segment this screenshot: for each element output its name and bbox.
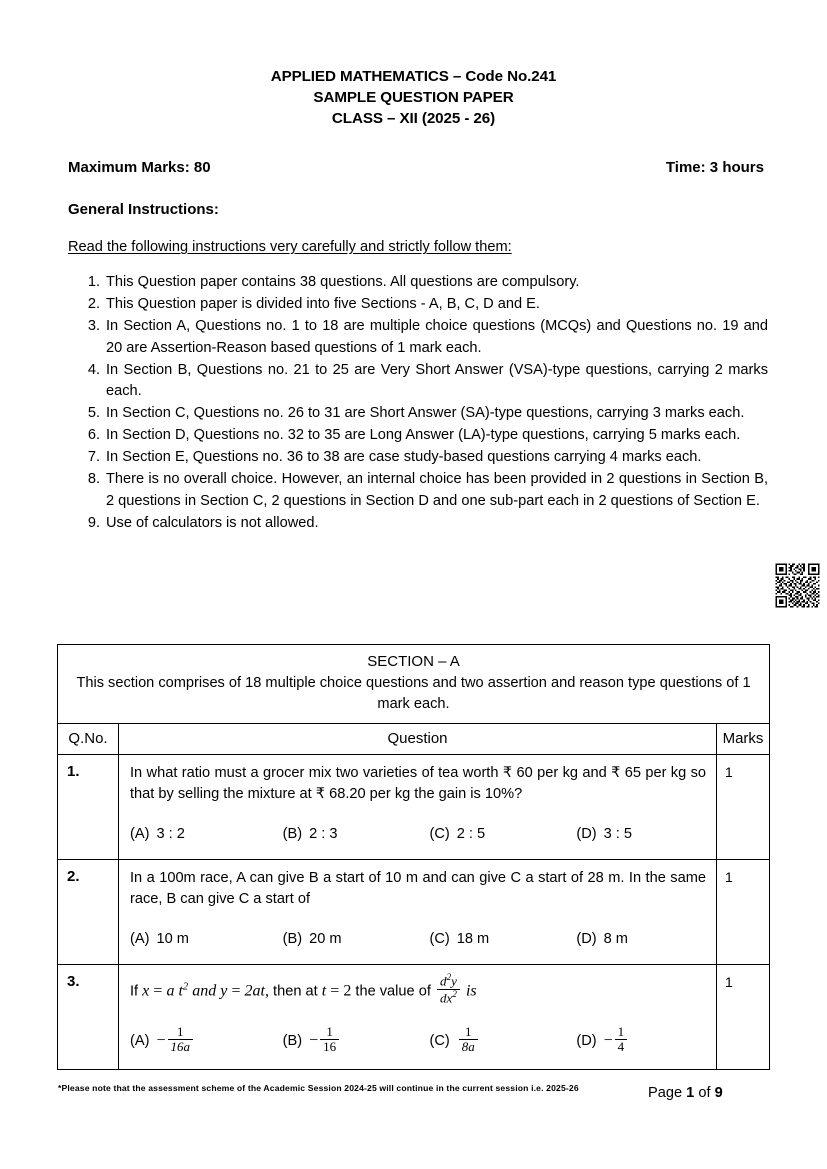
question-marks: 1 — [717, 755, 770, 860]
option-b-label: (B) — [282, 826, 303, 842]
table-row — [58, 965, 770, 1070]
instruction-number: 3. — [87, 318, 100, 334]
option-c[interactable] — [430, 1025, 577, 1055]
qr-code-icon — [774, 562, 821, 609]
instruction-number: 2. — [87, 296, 100, 312]
option-a-denominator: 16a — [168, 1039, 194, 1055]
stem-part-2: then at — [273, 983, 318, 1000]
instruction-text: This Question paper contains 38 questions. All questions are compulsory. — [106, 274, 580, 290]
equals-1: = — [153, 982, 163, 1000]
general-instructions-heading: General Instructions: — [68, 201, 219, 218]
variable-x: x — [142, 982, 150, 1000]
option-d-value: 8 m — [603, 931, 628, 947]
option-b[interactable] — [283, 929, 430, 950]
option-b-label: (B) — [282, 931, 303, 947]
option-c-label: (C) — [429, 1032, 450, 1049]
option-a-sign: − — [156, 1031, 166, 1049]
option-c-fraction — [459, 1025, 478, 1055]
read-instructions-line: Read the following instructions very carefully and strictly follow them: — [68, 239, 512, 255]
option-a[interactable] — [130, 1025, 283, 1055]
option-c-value: 18 m — [456, 931, 490, 947]
instruction-item — [68, 425, 768, 447]
instruction-number: 6. — [87, 427, 100, 443]
expr-2at: 2at, — [244, 982, 269, 1000]
question-body — [119, 860, 717, 965]
options-row — [130, 1025, 706, 1055]
instruction-number: 4. — [87, 361, 100, 378]
column-header-marks: Marks — [717, 724, 770, 755]
page-number — [648, 1085, 723, 1101]
option-d-sign: − — [603, 1031, 613, 1049]
instruction-item — [68, 447, 768, 469]
question-number: 2. — [58, 860, 119, 965]
option-d[interactable] — [576, 929, 720, 950]
option-c-label: (C) — [429, 826, 450, 842]
instructions-list — [68, 272, 768, 535]
expr-at: a t — [166, 982, 183, 1000]
question-marks: 1 — [717, 965, 770, 1070]
option-b-fraction — [320, 1025, 339, 1055]
option-a-numerator: 1 — [177, 1023, 184, 1039]
instruction-text: In Section A, Questions no. 1 to 18 are multiple choice questions (MCQs) and Questions no. 19 and 20 are Assertion-Reason based questions of 1 mark each. — [106, 318, 768, 356]
option-d[interactable] — [576, 1025, 720, 1055]
time-allowed: Time: 3 hours — [665, 159, 764, 176]
question-stem: In a 100m race, A can give B a start of 10 m and can give C a start of 28 m. In the same race, B can give C a start of — [130, 870, 706, 907]
table-row — [58, 755, 770, 860]
variable-t: t — [321, 982, 327, 1000]
section-description: This section comprises of 18 multiple choice questions and two assertion and reason type questions of 1 mark each. — [76, 675, 751, 712]
instruction-text: This Question paper is divided into five Sections - A, B, C, D and E. — [106, 296, 540, 312]
question-stem-math — [130, 973, 706, 1006]
instruction-item — [68, 469, 768, 512]
title-line-1: APPLIED MATHEMATICS – Code No.241 — [270, 68, 557, 85]
option-a-label: (A) — [130, 1032, 150, 1049]
option-a-fraction — [168, 1025, 194, 1055]
option-a[interactable] — [130, 929, 283, 950]
column-header-qno: Q.No. — [58, 724, 119, 755]
option-d-numerator: 1 — [617, 1023, 625, 1039]
instruction-item — [68, 360, 768, 403]
title-line-3: CLASS – XII (2025 - 26) — [331, 110, 496, 127]
denominator-dx: dx — [439, 990, 453, 1006]
option-a-label: (A) — [130, 931, 150, 947]
stem-part-1: If — [130, 983, 139, 1000]
instruction-text: In Section C, Questions no. 26 to 31 are Short Answer (SA)-type questions, carrying 3 marks each. — [106, 405, 745, 421]
question-body — [119, 755, 717, 860]
fraction-numerator — [437, 973, 460, 989]
second-derivative-fraction — [437, 973, 460, 1006]
column-header-question: Question — [119, 724, 717, 755]
equals-2: = — [231, 982, 241, 1000]
section-a-table — [57, 644, 770, 1070]
instruction-text: Use of calculators is not allowed. — [106, 514, 319, 531]
variable-y: y — [220, 982, 228, 1000]
marks-time-row — [68, 159, 764, 176]
value-two: 2 — [343, 982, 352, 1000]
option-d-denominator: 4 — [615, 1039, 628, 1055]
option-c-numerator: 1 — [465, 1023, 472, 1039]
option-b-denominator: 16 — [320, 1039, 339, 1055]
instruction-number: 7. — [87, 449, 100, 465]
option-d-label: (D) — [576, 1032, 597, 1049]
section-banner — [58, 645, 770, 724]
option-a-value: 3 : 2 — [156, 826, 185, 842]
instruction-item — [68, 513, 768, 535]
page-title — [0, 66, 827, 129]
instruction-item — [68, 403, 768, 425]
question-number: 3. — [58, 965, 119, 1070]
instruction-item — [68, 316, 768, 359]
option-d-label: (D) — [576, 826, 597, 842]
instruction-item — [68, 272, 768, 294]
section-name: SECTION – A — [367, 653, 460, 670]
fraction-denominator — [437, 989, 460, 1006]
page-middle: of — [698, 1085, 711, 1101]
numerator-y: y — [451, 973, 457, 989]
instruction-number: 5. — [87, 405, 100, 421]
option-a-label: (A) — [130, 826, 150, 842]
question-number: 1. — [58, 755, 119, 860]
question-body — [119, 965, 717, 1070]
instruction-text: In Section B, Questions no. 21 to 25 are Very Short Answer (VSA)-type questions, carrying 2 marks each. — [106, 361, 768, 399]
footnote: *Please note that the assessment scheme of the Academic Session 2024-25 will continue in the current session i.e. 2025-26 — [58, 1083, 579, 1093]
maximum-marks: Maximum Marks: 80 — [68, 159, 211, 176]
option-d-label: (D) — [576, 931, 597, 947]
expr-at-exponent: 2 — [182, 981, 189, 993]
stem-part-3: the value of — [355, 983, 431, 1000]
options-row — [130, 929, 706, 950]
stem-part-4: is — [465, 982, 477, 1000]
option-b-value: 20 m — [309, 931, 342, 947]
options-row — [130, 824, 706, 845]
numerator-exponent: 2 — [446, 973, 452, 983]
option-b-sign: − — [309, 1031, 319, 1049]
option-a-value: 10 m — [156, 931, 189, 947]
option-d-fraction — [615, 1025, 628, 1055]
option-b[interactable] — [283, 824, 430, 845]
option-b-numerator: 1 — [326, 1023, 333, 1039]
question-marks: 1 — [717, 860, 770, 965]
page-prefix: Page — [648, 1085, 683, 1101]
option-d[interactable] — [576, 824, 720, 845]
table-header-row — [58, 724, 770, 755]
option-c-label: (C) — [429, 931, 450, 947]
question-stem: In what ratio must a grocer mix two varieties of tea worth ₹ 60 per kg and ₹ 65 per kg so that by selling the mixture at ₹ 68.20 per kg the gain is 10%? — [130, 765, 706, 802]
page-current: 1 — [686, 1085, 695, 1101]
instruction-number: 1. — [87, 274, 100, 290]
option-d-value: 3 : 5 — [603, 826, 633, 842]
numerator-d: d — [439, 973, 447, 989]
denominator-exponent: 2 — [452, 989, 457, 1000]
equals-3: = — [330, 982, 340, 1000]
instruction-text: In Section E, Questions no. 36 to 38 are case study-based questions carrying 4 marks each. — [106, 449, 702, 465]
instruction-text: In Section D, Questions no. 32 to 35 are Long Answer (LA)-type questions, carrying 5 marks each. — [106, 427, 741, 443]
instruction-text: There is no overall choice. However, an internal choice has been provided in 2 questions in Section B, 2 questions in Section C, 2 questions in Section D and one sub-part each in 2 questions of Section E. — [106, 471, 768, 509]
option-b-label: (B) — [282, 1032, 303, 1049]
option-b-value: 2 : 3 — [309, 826, 338, 842]
instruction-number: 9. — [87, 514, 100, 531]
title-line-2: SAMPLE QUESTION PAPER — [313, 89, 514, 106]
option-c[interactable] — [430, 929, 577, 950]
table-row — [58, 860, 770, 965]
option-c[interactable] — [430, 824, 577, 845]
instruction-item — [68, 294, 768, 316]
instruction-number: 8. — [87, 471, 100, 487]
conjunction-and: and — [192, 982, 217, 1000]
option-c-denominator: 8a — [459, 1039, 478, 1055]
option-c-value: 2 : 5 — [456, 826, 486, 842]
option-b[interactable] — [283, 1025, 430, 1055]
option-a[interactable] — [130, 824, 283, 845]
section-banner-row — [58, 645, 770, 724]
page-total: 9 — [714, 1085, 723, 1101]
